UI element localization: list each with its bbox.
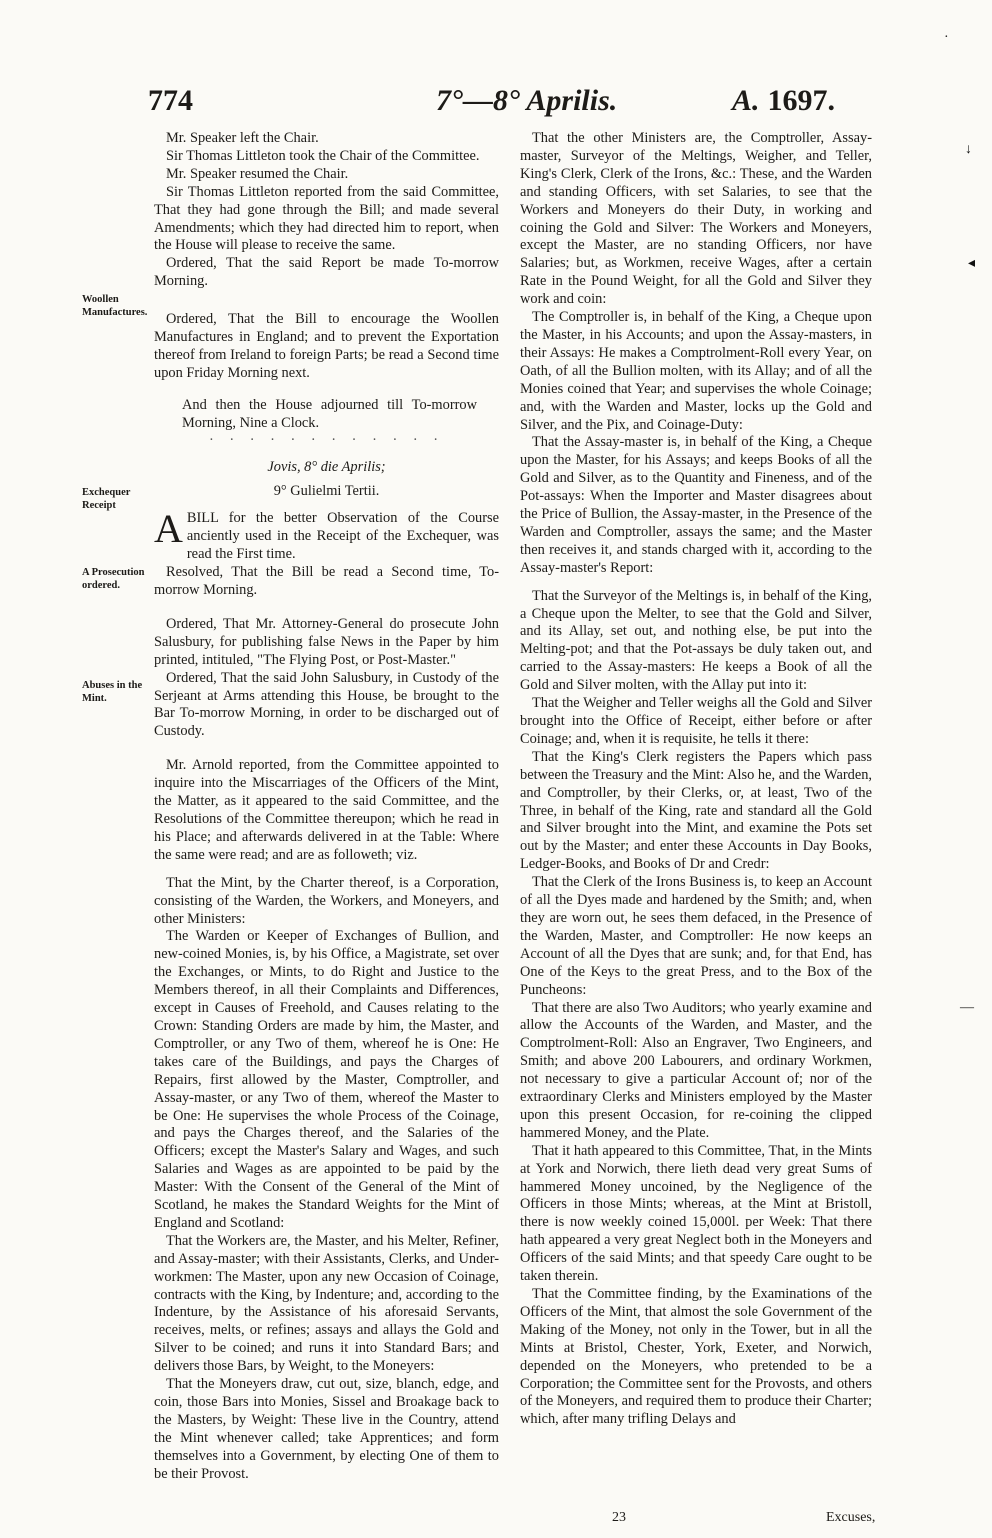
- paragraph: Sir Thomas Littleton took the Chair of the Committee.: [166, 147, 480, 164]
- paragraph: Mr. Arnold reported, from the Committee appointed to inquire into the Miscarriages of the Officers of the Mint, the Matter, as it appeared to the said Committee, and the Resolutions of the Committee thereupon; which he read in his Place; and afterwards delivered in at the Table: Where the same were read; and are as followeth; viz.: [154, 757, 499, 863]
- left-column: [154, 130, 499, 1484]
- year-value: 1697.: [767, 84, 836, 117]
- paragraph: Ordered, That the said John Salusbury, in Custody of the Serjeant at Arms attending this House, be brought to the Bar To-morrow Morning, in order to be discharged out of Custody.: [154, 669, 499, 740]
- running-header: [0, 84, 992, 124]
- paragraph: Mr. Speaker resumed the Chair.: [166, 165, 349, 182]
- year-prefix: A.: [732, 84, 760, 117]
- paragraph: That the Mint, by the Charter thereof, is a Corporation, consisting of the Warden, the Workers, and Moneyers, and other Ministers:: [154, 874, 499, 927]
- signature-mark: 23: [612, 1510, 626, 1525]
- edge-mark: ◂: [968, 256, 976, 271]
- edge-mark: ·: [944, 30, 949, 45]
- adjournment: And then the House adjourned till To-morrow Morning, Nine a Clock.: [182, 396, 477, 431]
- paragraph: Resolved, That the Bill be read a Second time, To-morrow Morning.: [154, 564, 499, 599]
- paragraph: Ordered, That Mr. Attorney-General do prosecute John Salusbury, for publishing false News in the Paper by him printed, intituled, "The Flying Post, or Post-Master.": [154, 615, 499, 668]
- header-year: [732, 84, 835, 118]
- paragraph: That the Surveyor of the Meltings is, in behalf of the King, a Cheque upon the Melter, to see that the Gold and Silver, and its Allay, set out, and nothing else, be put into the Melting-pot; and that the Pot-assays be duly taken out, and carried to the Assay-masters: He keeps a Book of all the Gold and Silver molten, with the Allay put into it:: [520, 587, 872, 694]
- paragraph: The Warden or Keeper of Exchanges of Bullion, and new-coined Monies, is, by his Office, a Magistrate, set over the Exchanges, or Mints, to do Right and Justice to the Members thereof, in all their Complaints and Differences, except in Causes of Freehold, and Causes relating to the Crown: Standing Orders are made by him, the Master, and Comptroller, or any Two of them, whereof he is One: He takes care of the Buildings, and pays the Charges of Repairs, first allowed by the Master, Comptroller, and Assay-master, or any Two of them, whereof the Master to be One: He supervises the whole Process of the Coinage, and pays the Charges thereof, and the Salaries of the Officers; except the Master's Salary and Wages, and such Salaries and Wages as are appointed to be paid by the Master: With the Consent of the General of the Mint of Scotland, he makes the Standard Weights for the Mint of England and Scotland:: [154, 928, 499, 1231]
- right-column: [520, 130, 872, 1429]
- regnal-year: 9° Gulielmi Tertii.: [273, 482, 380, 499]
- paragraph: That the Weigher and Teller weighs all the Gold and Silver brought into the Office of Receipt, either before or after Coinage; and, when it is requisite, he tells it there:: [520, 695, 872, 747]
- paragraph: That it hath appeared to this Committee, That, in the Mints at York and Norwich, there lieth dead very great Sums of hammered Money uncoined, by the Negligence of the Officers in those Mints; whereas, at the Mint at Bristoll, there is now weekly coined 15,000l. per Week: That there hath appeared a very great Neglect both in the Moneyers and Officers of the said Mints; and that speedy Care ought to be taken therein.: [520, 1142, 872, 1285]
- edge-mark: ↓: [965, 142, 972, 157]
- paragraph: That the other Ministers are, the Comptroller, Assay-master, Surveyor of the Meltings, Weigher, and Teller, King's Clerk, Clerk of the Irons, &c.: These, and the Warden and standing Officers, with set Salaries, to see that the Workers and Moneyers do their Duty, in working and coining the Gold and Silver: The Workers and Moneyers, except the Master, are no standing Officers, nor have Salaries; but, as Workmen, receive Wages, after a certain Rate in the Pound Weight, for all the Gold and Silver they work and coin:: [520, 130, 872, 308]
- margin-note-mint-abuses: Abuses in the Mint.: [82, 680, 143, 704]
- paragraph: Mr. Speaker left the Chair.: [166, 130, 319, 146]
- section-divider: · · · · · · · · · · · ·: [208, 431, 445, 448]
- paragraph: The Comptroller is, in behalf of the King, a Cheque upon the Master, in his Accounts; and upon the Assay-masters, in their Assays: He makes a Comptrolment-Roll every Year, on Oath, of all the Bullion molten, with its Allay; and of all the Monies coined that Year; and supervises the whole Coinage; and, with the Warden and Master, locks up the Gold and Silver, and the Pix, and Coinage-Duty:: [520, 309, 872, 433]
- paragraph: That the Clerk of the Irons Business is, to keep an Account of all the Dyes made and hardened by the Smith; and, when they are worn out, he sees them defaced, in the Presence of the Warden, Master, and Comptroller: He now keeps an Account of all the Dyes that are sunk; and, for that End, has One of the Keys to the great Press, and to the Box of the Puncheons:: [520, 874, 872, 998]
- margin-note-exchequer: Exchequer Receipt: [82, 487, 131, 511]
- paragraph: Ordered, That the Bill to encourage the Woollen Manufactures in England; and to prevent the Exportation thereof from Ireland to foreign Parts; be read a Second time upon Friday Morning next.: [154, 311, 499, 381]
- page-number: 774: [148, 84, 193, 117]
- header-dates: 7°—8° Aprilis.: [436, 84, 618, 117]
- edge-mark: —: [960, 1000, 974, 1015]
- drop-cap: A: [154, 506, 183, 552]
- margin-note-prosecution: A Prosecution ordered.: [82, 567, 145, 591]
- paragraph: That the Moneyers draw, cut out, size, blanch, edge, and coin, those Bars into Monies, Sissel and Broakage back to the Masters, by Weight: These live in the Country, attend the Mint whenever called; take Apprentices; and form themselves into a Government, by electing One of them to be their Provost.: [154, 1376, 499, 1482]
- catchword: Excuses,: [826, 1510, 876, 1525]
- paragraph: That the Assay-master is, in behalf of the King, a Cheque upon the Master, for his Assays; and keeps Books of all the Gold and Silver, as to the Quantity and Fineness, and of the Pot-assays: When the Importer and Master disagrees about the Price of Bullion, the Assay-master, in the Presence of the Warden and Comptroller, assays the same; and the Master then receives it, and stands charged with it, according to the Assay-master's Report:: [520, 434, 872, 576]
- paragraph: Sir Thomas Littleton reported from the said Committee, That they had gone through the Bill; and made several Amendments; which they had directed him to report, when the House will please to receive the same.: [154, 183, 499, 254]
- paragraph-first: ABILL for the better Observation of the Course anciently used in the Receipt of the Exchequer, was read the First time.: [154, 506, 499, 563]
- day-heading: Jovis, 8° die Aprilis;: [267, 458, 386, 475]
- paragraph: Ordered, That the said Report be made To-morrow Morning.: [154, 255, 499, 290]
- margin-note-woollen: Woollen Manufactures.: [82, 294, 148, 318]
- paragraph: That the King's Clerk registers the Papers which pass between the Treasury and the Mint: Also he, and the Warden, and Comptroller, by their Clerks, or, at least, Two of the Three, in behalf of the King, rate and standard all the Gold and Silver brought into the Mint, and examine the Pots set out by the Master; and enter these Accounts in Day Books, Ledger-Books, and Books of Dr and Credr:: [520, 748, 872, 873]
- paragraph: That the Workers are, the Master, and his Melter, Refiner, and Assay-master; with their Assistants, Clerks, and Under-workmen: The Master, upon any new Occasion of Coinage, contracts with the King, by Indenture; and, according to the Indenture, by the Assistance of his aforesaid Servants, receives, melts, or refines; assays and allays the Gold and Silver to be coined; and runs it into Standard Bars; and delivers those Bars, by Weight, to the Moneyers:: [154, 1232, 499, 1375]
- paragraph: That the Committee finding, by the Examinations of the Officers of the Mint, that almost the sole Government of the Making of the Money, not only in the Tower, but in all the Mints at Bristol, Chester, York, Exeter, and Norwich, depended on the Moneyers, who pretended to be a Corporation; the Committee sent for the Provosts, and others of the Moneyers, and required them to produce their Charter; which, after many trifling Delays and: [520, 1286, 872, 1428]
- paragraph: That there are also Two Auditors; who yearly examine and allow the Accounts of the Warden, and Master, and the Comptrolment-Roll: Also an Engraver, Two Engineers, and Smith; and above 200 Labourers, and ordinary Workmen, not necessary to give a particular Account of; nor of the extraordinary Clerks and Ministers employed by the Master upon this present Occasion, for re-coining the clipped hammered Money, and the Plate.: [520, 999, 872, 1141]
